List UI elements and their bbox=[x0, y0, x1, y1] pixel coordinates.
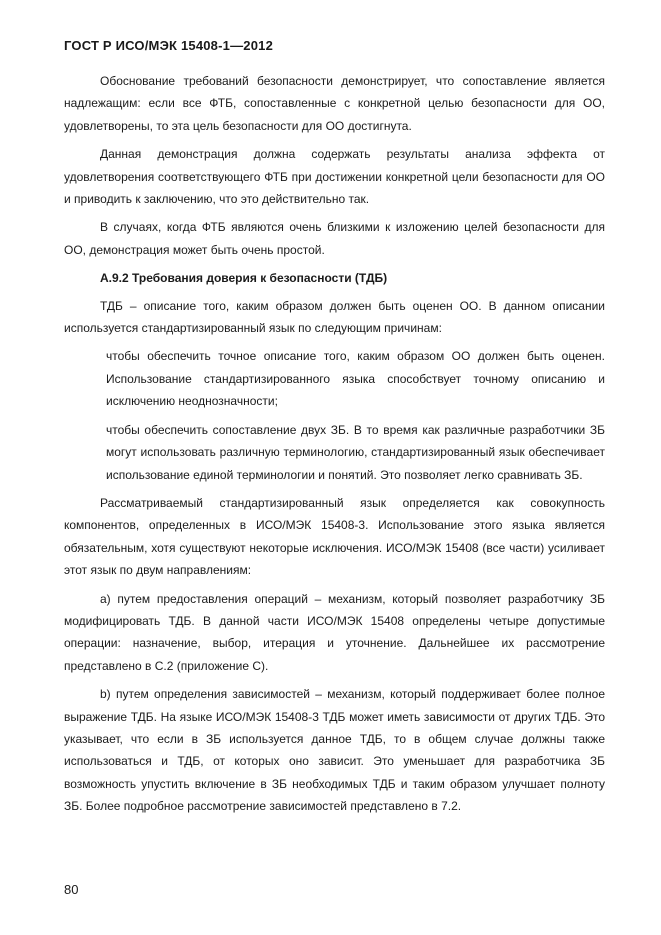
page-body bbox=[64, 70, 605, 824]
page-number: 80 bbox=[64, 882, 79, 897]
list-item: чтобы обеспечить сопоставление двух ЗБ. В то время как различные разработчики ЗБ могут использовать различную терминологию, стандартизированный язык обеспечивает использование единой терминологии и понятий. Это позволяет легко сравнивать ЗБ. bbox=[106, 422, 605, 482]
paragraph: Данная демонстрация должна содержать результаты анализа эффекта от удовлетворения соответствующего ФТБ при достижении конкретной цели безопасности для ОО и приводить к заключению, что это действительно так. bbox=[64, 147, 605, 207]
list-item: чтобы обеспечить точное описание того, каким образом ОО должен быть оценен. Использование стандартизированного языка способствует точному описанию и исключению неоднозначности; bbox=[106, 349, 605, 409]
paragraph: Обоснование требований безопасности демонстрирует, что сопоставление является надлежащим: если все ФТБ, сопоставленные с конкретной целью безопасности для ОО, удовлетворены, то эта цель безопасности для ОО достигнута. bbox=[64, 74, 605, 133]
paragraph: В случаях, когда ФТБ являются очень близкими к изложению целей безопасности для ОО, демонстрация может быть очень простой. bbox=[64, 220, 605, 257]
section-heading: A.9.2 Требования доверия к безопасности (ТДБ) bbox=[100, 271, 388, 286]
paragraph: a) путем предоставления операций – механизм, который позволяет разработчику ЗБ модифицировать ТДБ. В данной части ИСО/МЭК 15408 определены четыре допустимые операции: назначение, выбор, итерация и уточнение. Дальнейшее их рассмотрение представлено в С.2 (приложение С). bbox=[64, 591, 605, 673]
paragraph: Рассматриваемый стандартизированный язык определяется как совокупность компонентов, определенных в ИСО/МЭК 15408-3. Использование этого языка является обязательным, хотя существуют некоторые исключения. ИСО/МЭК 15408 (все части) усиливает этот язык по двум направлениям: bbox=[64, 495, 605, 578]
paragraph: ТДБ – описание того, каким образом должен быть оценен ОО. В данном описании используется стандартизированный язык по следующим причинам: bbox=[64, 298, 605, 336]
running-header: ГОСТ Р ИСО/МЭК 15408-1—2012 bbox=[64, 38, 273, 53]
paragraph: b) путем определения зависимостей – механизм, который поддерживает более полное выражение ТДБ. На языке ИСО/МЭК 15408-3 ТДБ может иметь зависимости от других ТДБ. Это указывает, что если в ЗБ используется данное ТДБ, то в общем случае должны также использоваться и ТДБ, от которых оно зависит. Это уменьшает для разработчика ЗБ возможность упустить включение в ЗБ необходимых ТДБ и таким образом улучшает полноту ЗБ. Более подробное рассмотрение зависимостей представлено в 7.2. bbox=[64, 687, 605, 814]
